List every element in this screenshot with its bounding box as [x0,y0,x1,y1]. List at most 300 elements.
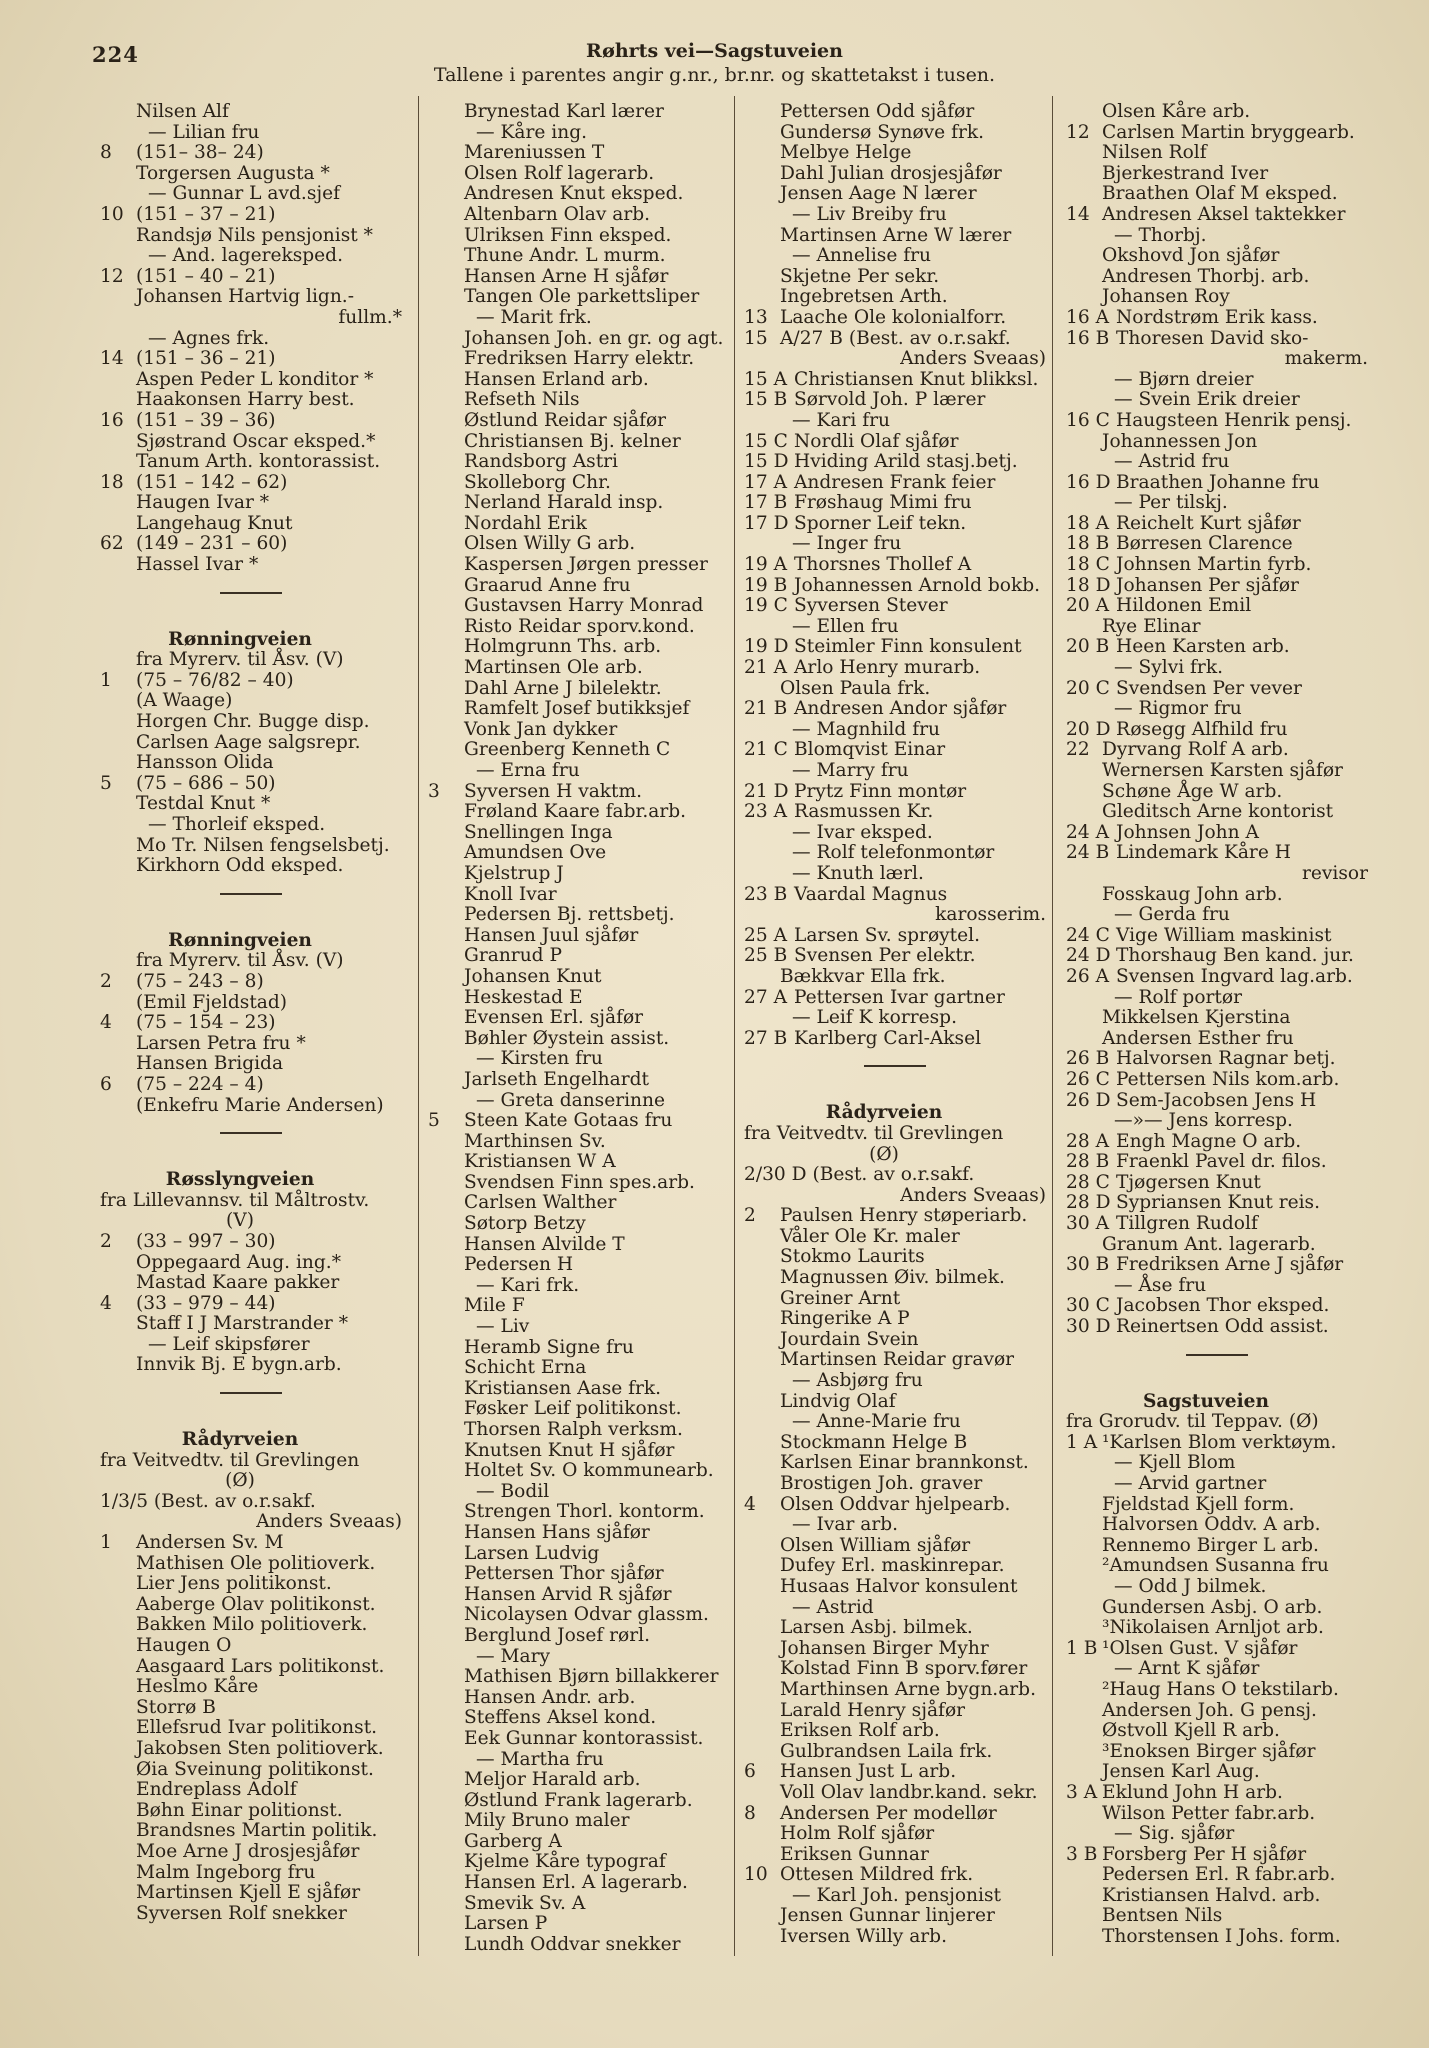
entry-text: Heskestad E [464,986,583,1008]
directory-entry [1066,1906,1376,1927]
directory-entry [100,493,410,514]
directory-entry [428,1873,738,1894]
section-rule [1066,1338,1376,1372]
street-range [100,1492,410,1513]
entry-text: Garberg A [464,1830,562,1852]
directory-entry [744,576,1054,597]
directory-entry [428,1852,738,1873]
directory-entry [100,205,410,226]
directory-entry [428,1070,738,1091]
directory-entry [1066,1927,1376,1948]
directory-entry [100,993,410,1014]
directory-entry [1066,782,1376,803]
entry-text: Hansen Alvilde T [464,1233,625,1255]
entry-text: Andersen Sv. M [136,1532,284,1554]
entry-text: 2/30 D (Best. av o.r.sakf. [744,1164,975,1186]
entry-text: Østlund Reidar sjåfør [464,409,667,431]
directory-entry [428,1276,738,1297]
directory-entry [428,658,738,679]
directory-entry [100,1821,410,1842]
entry-text: Haugsteen Henrik pensj. [1116,409,1352,431]
entry-text: Andersen Per modellør [780,1802,997,1824]
directory-entry [1066,1453,1376,1474]
house-number: 1 [100,1532,112,1554]
entry-text: Dufey Erl. maskinrepar. [780,1555,1005,1577]
house-number: 28 B [1066,1151,1110,1173]
entry-text: Malm Ingeborg fru [136,1861,316,1883]
house-number: 6 [744,1761,756,1783]
entry-text: Jensen Gunnar linjerer [780,1905,995,1927]
directory-entry [100,1335,410,1356]
house-number: 25 B [744,945,788,967]
entry-text: Reinertsen Odd assist. [1116,1316,1329,1338]
entry-text: Andresen Knut eksped. [464,183,684,205]
directory-entry [744,823,1054,844]
entry-text: — Inger fru [792,533,902,555]
entry-text: Engh Magne O arb. [1116,1130,1302,1152]
directory-entry [100,1739,410,1760]
directory-entry [428,514,738,535]
spacer [744,1083,1054,1103]
directory-entry [744,782,1054,803]
directory-entry [428,1317,738,1338]
directory-entry [428,843,738,864]
column-1 [100,102,410,1924]
entry-text: Halvorsen Ragnar betj. [1116,1048,1336,1070]
entry-text: Svendsen Finn spes.arb. [464,1171,695,1193]
directory-entry [428,1008,738,1029]
entry-text: Knoll Ivar [464,883,557,905]
directory-entry [1066,658,1376,679]
directory-entry [744,905,1054,926]
entry-text: Ramfelt Josef butikksjef [464,698,690,720]
entry-text: Olsen Rolf lagerarb. [464,162,655,184]
directory-entry [100,712,410,733]
directory-entry [744,164,1054,185]
directory-entry [428,1544,738,1565]
directory-entry [744,411,1054,432]
house-number: 30 B [1066,1254,1110,1276]
directory-entry [428,782,738,803]
directory-entry [1066,143,1376,164]
directory-entry [744,740,1054,761]
entry-text: fra Lillevannsv. til Måltrostv. [100,1189,370,1211]
entry-text: (75 – 76/82 – 40) [136,669,294,691]
entry-text: Hildonen Emil [1116,595,1252,617]
directory-entry [1066,617,1376,638]
entry-text: Moe Arne J drosjesjåfør [136,1840,360,1862]
directory-entry [428,1626,738,1647]
entry-text: Halvorsen Oddv. A arb. [1102,1514,1321,1536]
entry-text: Steffens Aksel kond. [464,1707,657,1729]
entry-text: (33 – 997 – 30) [136,1230,276,1252]
entry-text: Thorshaug Ben kand. jur. [1116,945,1354,967]
directory-entry [428,905,738,926]
entry-text: Svendsen Per vever [1116,677,1302,699]
entry-text: — Magnhild fru [792,718,940,740]
entry-text: Gulbrandsen Laila frk. [780,1740,993,1762]
entry-text: — Kirsten fru [476,1048,603,1070]
entry-text: Johansen Per sjåfør [1116,574,1299,596]
entry-text: (Enkefru Marie Andersen) [136,1094,384,1116]
directory-entry [100,856,410,877]
directory-entry [1066,1049,1376,1070]
direction-note: (V) [226,1210,254,1232]
directory-entry [744,1515,1054,1536]
house-number: 14 [100,348,124,370]
directory-entry [744,1701,1054,1722]
entry-text: Schøne Åge W arb. [1102,780,1283,802]
directory-entry [428,1111,738,1132]
directory-entry [744,617,1054,638]
entry-text: — Liv [476,1316,530,1338]
house-number: 18 C [1066,554,1110,576]
entry-text: Oppegaard Aug. ing.* [136,1251,341,1273]
directory-entry [1066,1317,1376,1338]
entry-text: Lindemark Kåre H [1116,842,1291,864]
entry-text: Rasmussen Kr. [794,801,934,823]
directory-entry [744,1783,1054,1804]
entry-text: Granum Ant. lagerarb. [1102,1233,1316,1255]
entry-text: Heen Karsten arb. [1116,636,1290,658]
entry-text: Forsberg Per H sjåfør [1102,1843,1307,1865]
house-number: 27 B [744,1027,788,1049]
entry-text: (75 – 154 – 23) [136,1012,276,1034]
entry-text: Andresen Thorbj. arb. [1102,265,1310,287]
entry-text: Holtet Sv. O kommunearb. [464,1460,714,1482]
directory-entry [1066,102,1376,123]
entry-text: — Ivar arb. [792,1514,899,1536]
entry-text: Schicht Erna [464,1357,587,1379]
directory-entry [1066,267,1376,288]
directory-entry [428,1214,738,1235]
directory-entry [428,329,738,350]
directory-entry [744,1350,1054,1371]
directory-entry [428,1379,738,1400]
entry-text: Gleditsch Arne kontorist [1102,801,1334,823]
entry-text: — Greta danserinne [476,1089,666,1111]
directory-entry [744,699,1054,720]
entry-text: — Anne-Marie fru [792,1411,961,1433]
house-number: 24 B [1066,842,1110,864]
entry-text: Aasgaard Lars politikonst. [136,1655,385,1677]
house-number: 2 [100,970,112,992]
directory-entry [744,1598,1054,1619]
entry-text: Husaas Halvor konsulent [780,1575,1018,1597]
directory-entry [428,1832,738,1853]
entry-text: ²Amundsen Susanna fru [1102,1555,1329,1577]
entry-text: Sypriansen Knut reis. [1116,1192,1320,1214]
directory-entry [744,802,1054,823]
entry-text: Fraenkl Pavel dr. filos. [1116,1151,1327,1173]
entry-text: Braathen Olaf M eksped. [1102,183,1338,205]
house-number: 19 B [744,574,788,596]
directory-entry [428,1523,738,1544]
directory-entry [1066,576,1376,597]
directory-entry [1066,329,1376,350]
directory-entry [1066,637,1376,658]
house-number: 28 C [1066,1171,1110,1193]
house-number: 16 A [1066,306,1109,328]
directory-entry [100,650,410,671]
entry-text: (75 – 243 – 8) [136,970,264,992]
entry-text: Haugen O [136,1635,232,1656]
house-number: 28 D [1066,1192,1111,1214]
entry-text: Amundsen Ove [464,842,607,864]
directory-entry [744,1268,1054,1289]
entry-text: Ingebretsen Arth. [780,286,948,308]
directory-entry [1066,1214,1376,1235]
house-number: 15 [744,327,768,349]
directory-entry [744,1845,1054,1866]
entry-text: Fjeldstad Kjell form. [1102,1493,1295,1515]
house-number: 27 A [744,986,787,1008]
entry-text: Sjøstrand Oscar eksped.* [136,430,376,452]
entry-text: Greiner Arnt [780,1287,901,1309]
directory-entry [744,596,1054,617]
direction-note: (Ø) [869,1143,899,1165]
entry-text: Fredriksen Harry elektr. [464,348,695,370]
directory-entry [1066,1845,1376,1866]
entry-text: — Leif K korresp. [792,1007,957,1029]
entry-text: Pettersen Nils kom.arb. [1116,1068,1340,1090]
entry-text: Pettersen Ivar gartner [794,986,1005,1008]
entry-text: — Kari fru [792,409,890,431]
directory-entry [1066,534,1376,555]
directory-entry [100,1273,410,1294]
directory-entry [428,473,738,494]
directory-entry [744,473,1054,494]
entry-text: Refseth Nils [464,389,580,411]
entry-text: (Emil Fjeldstad) [136,991,288,1013]
house-number: 4 [100,1012,112,1034]
directory-entry [1066,1659,1376,1680]
house-number: 19 A [744,554,787,576]
house-number: 20 A [1066,595,1109,617]
entry-text: Endreplass Adolf [136,1779,297,1801]
entry-text: Kristiansen Halvd. arb. [1102,1884,1321,1906]
directory-entry [100,473,410,494]
directory-entry [1066,555,1376,576]
house-number: 26 B [1066,1048,1110,1070]
entry-text: — Liv Breiby fru [792,203,947,225]
directory-entry [100,143,410,164]
entry-text: Voll Olav landbr.kand. sekr. [780,1781,1038,1803]
directory-entry [1066,226,1376,247]
entry-text: — Ivar eksped. [792,821,933,843]
directory-entry [744,493,1054,514]
directory-entry [744,1906,1054,1927]
entry-text: Randsborg Astri [464,451,619,473]
directory-entry [100,1801,410,1822]
entry-text: Thorsen Ralph verksm. [464,1419,683,1440]
entry-text: Dahl Julian drosjesjåfør [780,162,1002,184]
directory-entry [1066,1474,1376,1495]
directory-entry [744,514,1054,535]
directory-entry [428,1482,738,1503]
entry-text: fra Myrerv. til Åsv. (V) [136,649,344,671]
directory-entry [744,555,1054,576]
entry-text: Andresen Frank feier [794,471,996,493]
street-heading: Sagstuveien [1142,1390,1270,1412]
directory-entry [100,1533,410,1554]
entry-text: Hansen Erl. A lagerarb. [464,1872,688,1894]
entry-text: Mathisen Ole politioverk. [136,1552,376,1574]
directory-entry [744,1289,1054,1310]
directory-entry [1066,1296,1376,1317]
entry-text: — Arvid gartner [1114,1473,1267,1494]
section-rule [744,1049,1054,1083]
directory-entry [1066,905,1376,926]
directory-entry [1066,1152,1376,1173]
street-range [100,1191,410,1212]
entry-text: — Thorbj. [1114,224,1207,246]
entry-text: Nilsen Alf [136,101,229,122]
entry-text: Granrud P [464,945,562,967]
directory-entry [744,1618,1054,1639]
directory-entry [100,1574,410,1595]
entry-text: Aaberge Olav politikonst. [136,1593,376,1615]
entry-text: Laache Ole kolonialforr. [780,306,1007,328]
entry-text: Hansen Arne H sjåfør [464,265,669,287]
house-number: 21 C [744,739,788,761]
directory-entry [100,432,410,453]
entry-text: Ulriksen Finn eksped. [464,224,672,246]
entry-text: — Kari frk. [476,1274,580,1296]
directory-entry [1066,514,1376,535]
entry-text: makerm. [1284,348,1368,370]
directory-entry [1066,1433,1376,1454]
directory-entry [1066,411,1376,432]
entry-text: Rennemo Birger L arb. [1102,1534,1319,1556]
directory-entry [100,815,410,836]
house-number: 17 B [744,492,788,514]
directory-entry [1066,1783,1376,1804]
entry-text: Mastad Kaare pakker [136,1272,340,1294]
section-rule [100,576,410,610]
entry-text: — Gunnar L avd.sjef [148,183,341,205]
directory-entry [1066,823,1376,844]
entry-text: Steimler Finn konsulent [794,636,1022,658]
entry-text: Hansson Olida [136,752,274,774]
directory-entry [1066,740,1376,761]
entry-text: Randsjø Nils pensjonist * [136,224,373,246]
entry-text: Lindvig Olaf [780,1390,896,1412]
directory-entry [428,823,738,844]
entry-text: Smevik Sv. A [464,1892,586,1914]
entry-text: ³Enoksen Birger sjåfør [1102,1740,1316,1762]
entry-text: Olsen Kåre arb. [1102,101,1251,122]
entry-text: Andersen Esther fru [1102,1027,1294,1049]
directory-entry [1066,1865,1376,1886]
entry-text: Hassel Ivar * [136,554,259,576]
entry-text: Storrø B [136,1696,216,1718]
entry-text: Steen Kate Gotaas fru [464,1110,673,1132]
entry-text: Sørvold Joh. P lærer [794,389,986,411]
entry-text: (151 – 40 – 21) [136,265,276,287]
entry-text: Anders Sveaas) [900,1184,1046,1206]
house-number: 21 A [744,657,787,679]
house-number: 10 [100,203,124,225]
entry-text: Thorsnes Thollef A [794,554,972,576]
directory-entry [1066,390,1376,411]
directory-entry [100,1314,410,1335]
house-number: 24 D [1066,945,1111,967]
entry-text: Mile F [464,1295,525,1317]
entry-text: Greenberg Kenneth C [464,739,671,761]
house-number: 5 [100,772,112,794]
directory-entry [744,1453,1054,1474]
directory-entry [1066,1618,1376,1639]
entry-text: Johansen Birger Myhr [780,1637,989,1659]
entry-text: Bjerkestrand Iver [1102,162,1269,184]
entry-text: Kolstad Finn B sporv.fører [780,1658,1028,1680]
entry-text: — Martha fru [476,1748,604,1770]
street-heading: Rådyrveien [181,1429,299,1451]
entry-text: Børresen Clarence [1116,533,1293,555]
column-2 [428,102,738,1955]
directory-entry [744,1659,1054,1680]
entry-text: Vaardal Magnus [794,883,948,905]
entry-text: (33 – 979 – 44) [136,1292,276,1314]
directory-entry [428,1461,738,1482]
entry-text: Mareniussen T [464,142,605,164]
entry-text: Føsker Leif politikonst. [464,1398,682,1420]
house-number: 12 [100,265,124,287]
house-number: 62 [100,533,124,555]
entry-text: 1/3/5 (Best. av o.r.sakf. [100,1490,316,1512]
entry-text: Marthinsen Arne bygn.arb. [780,1678,1036,1700]
entry-text: Nordli Olaf sjåfør [794,430,959,452]
entry-text: Reichelt Kurt sjåfør [1116,512,1301,534]
directory-entry [100,836,410,857]
entry-text: — Kjell Blom [1114,1452,1236,1474]
directory-entry [744,1556,1054,1577]
entry-text: Ottesen Mildred frk. [780,1864,974,1886]
entry-text: — Sylvi frk. [1114,657,1224,679]
directory-entry [744,926,1054,947]
directory-entry [1066,1193,1376,1214]
directory-entry [744,1008,1054,1029]
entry-text: Graarud Anne fru [464,574,631,596]
house-number: 18 D [1066,574,1111,596]
directory-entry [1066,184,1376,205]
directory-entry [744,843,1054,864]
entry-text: Mikkelsen Kjerstina [1102,1007,1291,1029]
directory-entry [100,308,410,329]
entry-text: — Knuth lærl. [792,862,924,884]
spacer [100,1150,410,1170]
entry-text: Eklund John H arb. [1102,1781,1283,1803]
directory-entry [100,390,410,411]
directory-entry [1066,349,1376,370]
entry-text: Skjetne Per sekr. [780,265,940,287]
directory-entry [1066,802,1376,823]
directory-entry [744,287,1054,308]
entry-text: Karlberg Carl-Aksel [794,1027,982,1049]
entry-text: Altenbarn Olav arb. [464,203,651,225]
directory-entry [1066,988,1376,1009]
entry-text: Tjøgersen Knut [1116,1171,1261,1193]
directory-entry [1066,370,1376,391]
entry-text: Melbye Helge [780,142,912,164]
directory-entry [100,1096,410,1117]
entry-text: Olsen Paula frk. [780,677,931,699]
house-number: 15 A [744,368,787,390]
entry-text: Paulsen Henry støperiarb. [780,1205,1028,1227]
directory-entry [1066,1235,1376,1256]
entry-text: ¹Olsen Gust. V sjåfør [1102,1637,1298,1659]
